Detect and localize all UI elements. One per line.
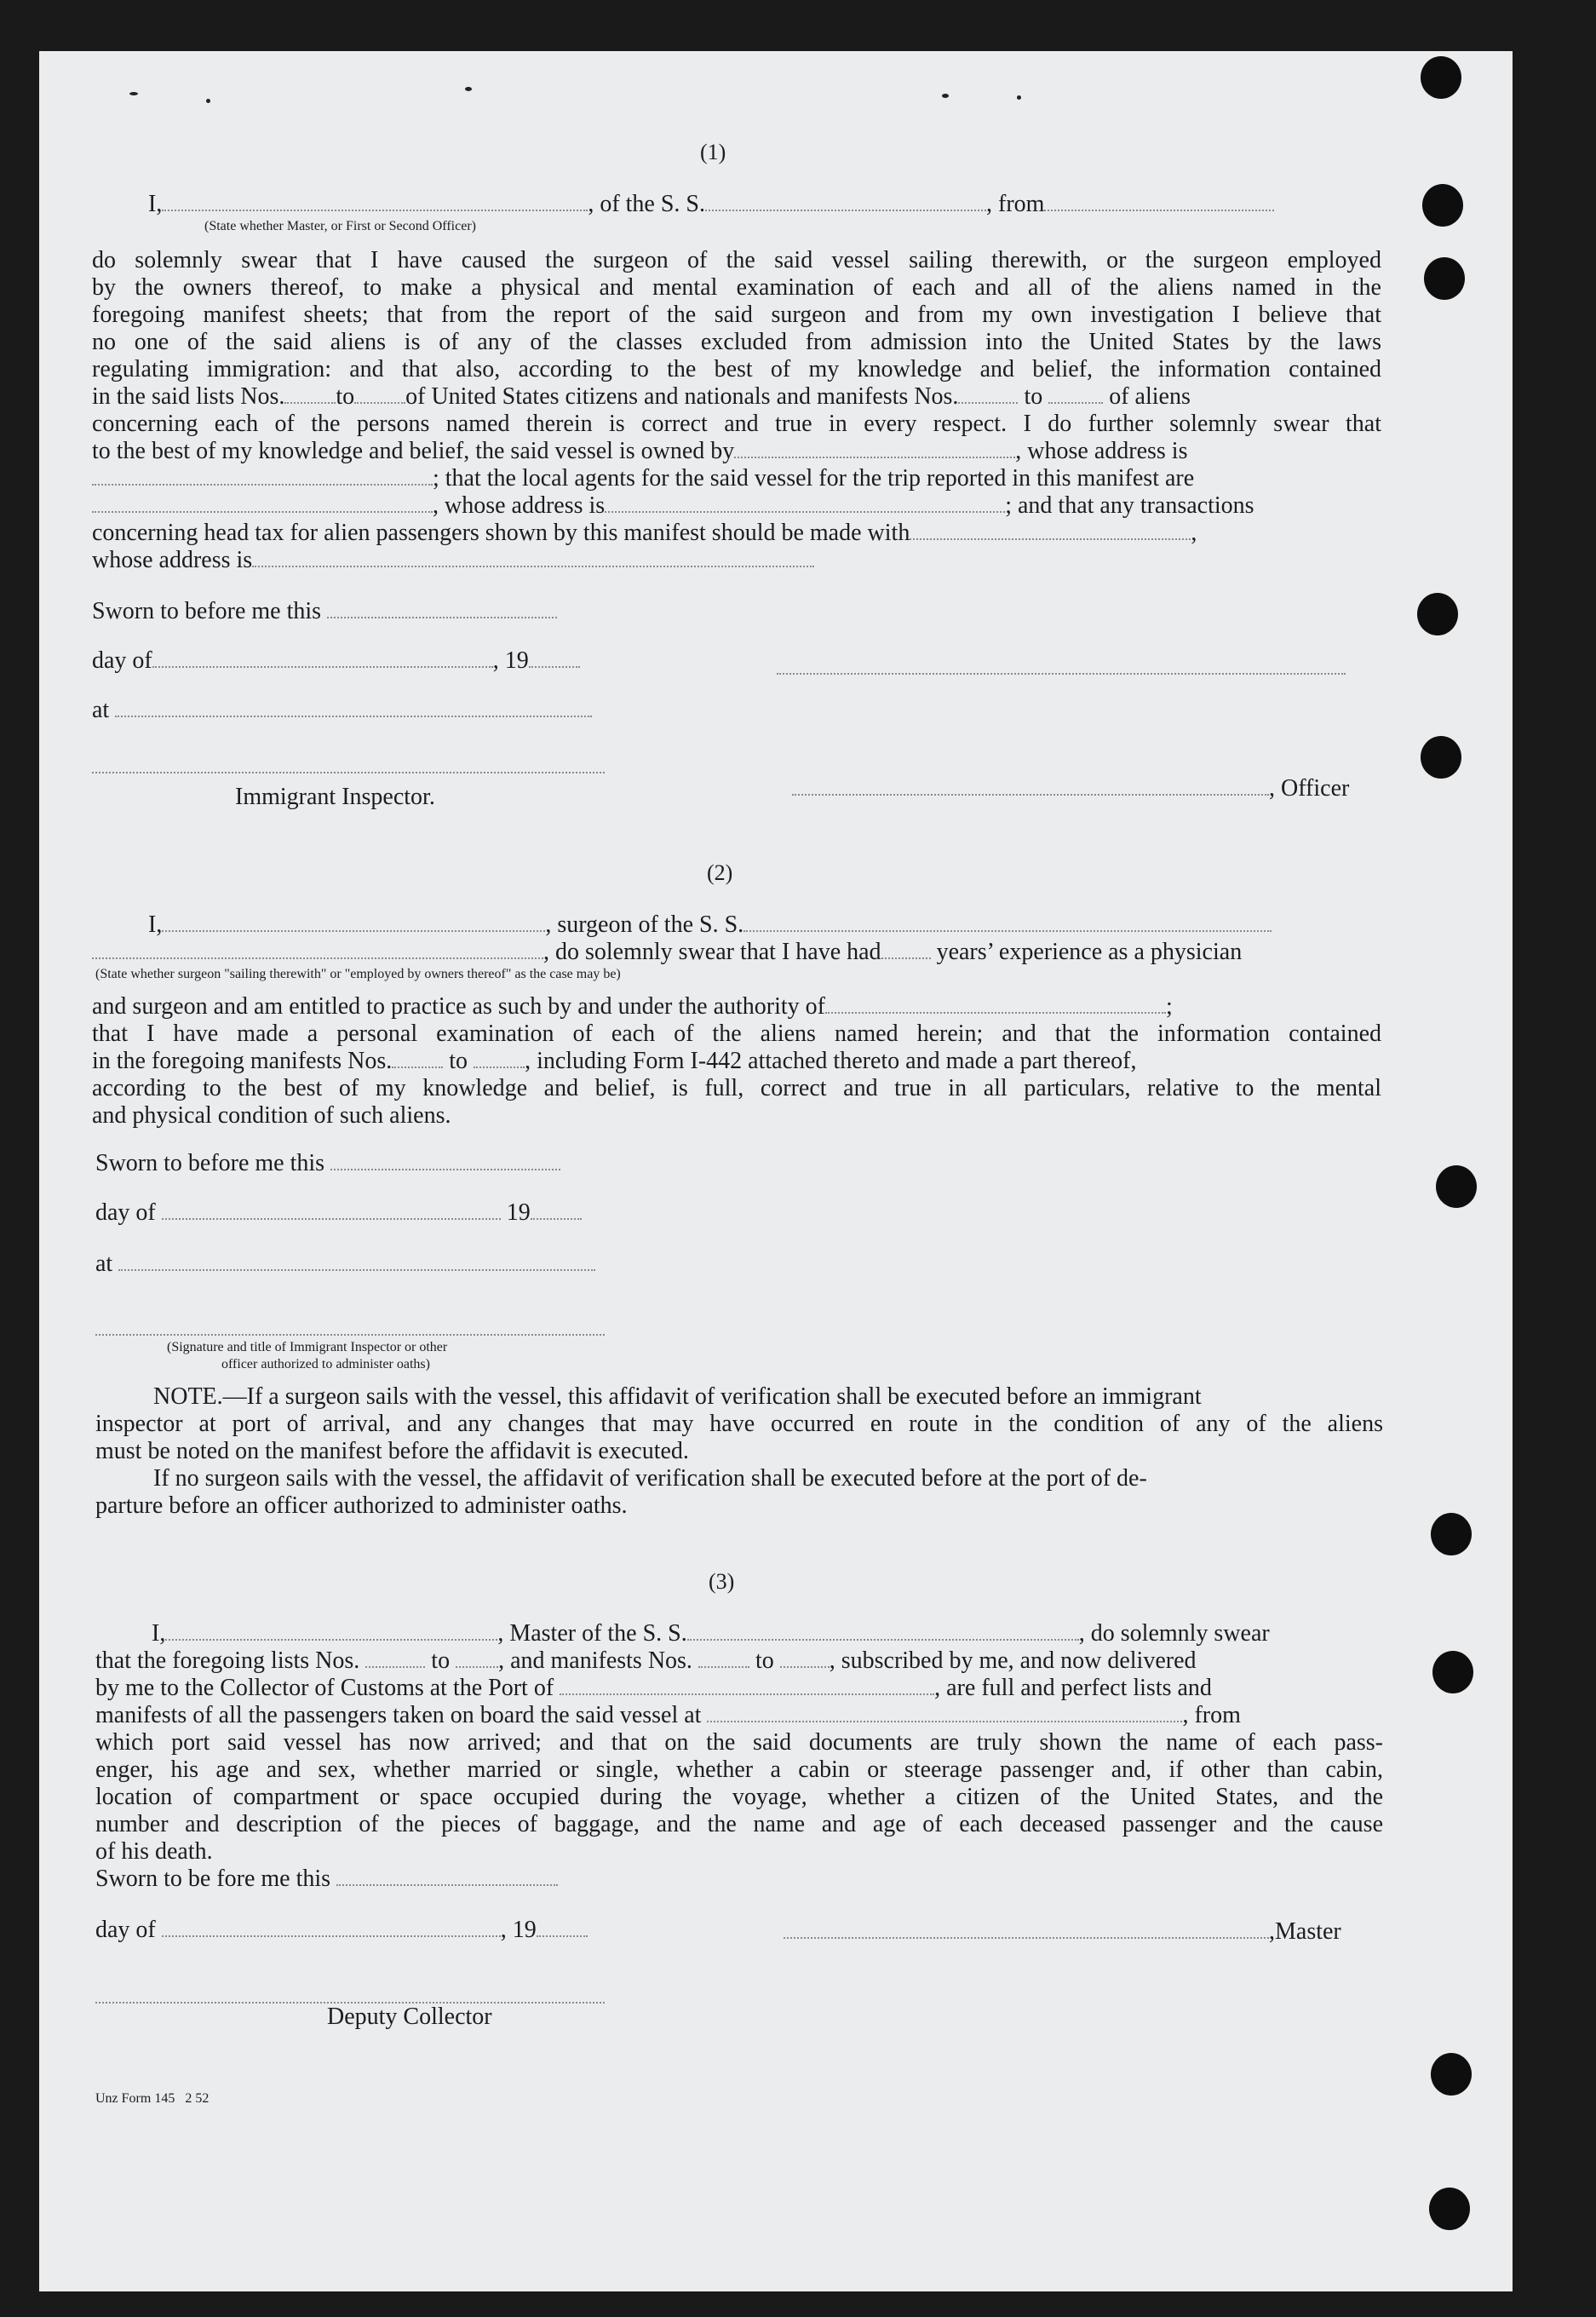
sec1-para-line: , whose address is ; and that any transactions bbox=[92, 492, 1254, 520]
sec3-master: ,Master bbox=[784, 1918, 1341, 1946]
sec2-signature-line[interactable] bbox=[95, 1332, 605, 1336]
sec3-para-line: number and description of the pieces of baggage, and the name and age of each deceased passenger and the cause bbox=[95, 1811, 1383, 1837]
sec3-deputy-label: Deputy Collector bbox=[327, 2004, 492, 2030]
sec2-line2: , do solemnly swear that I have had years’ experience as a physician bbox=[92, 939, 1242, 966]
sec1-para-line: regulating immigration: and that also, according to the best of my knowledge and belief, the information contained bbox=[92, 356, 1381, 382]
sec1-officer-note: (State whether Master, or First or Second Officer) bbox=[204, 219, 476, 233]
sec2-sworn: Sworn to before me this bbox=[95, 1150, 560, 1177]
sec1-sworn: Sworn to before me this bbox=[92, 598, 557, 625]
sec1-para-line: whose address is bbox=[92, 547, 814, 574]
section-3-number: (3) bbox=[709, 1569, 735, 1594]
punch-hole bbox=[1422, 184, 1463, 227]
sec2-sig-note-2: officer authorized to administer oaths) bbox=[221, 1357, 430, 1371]
sec1-officer: , Officer bbox=[792, 775, 1349, 802]
sec1-line1: I, , of the S. S. , from bbox=[148, 191, 1274, 218]
sec3-para-line: enger, his age and sex, whether married or single, whether a cabin or steerage passenger and, if other than cabin, bbox=[95, 1756, 1383, 1783]
officer-signature-line-1[interactable] bbox=[777, 671, 1346, 675]
note-paragraph: inspector at port of arrival, and any changes that may have occurred en route in the condition of any of the aliens bbox=[95, 1411, 1383, 1437]
sec3-para-line: by me to the Collector of Customs at the Port of , are full and perfect lists and bbox=[95, 1675, 1212, 1701]
punch-hole bbox=[1421, 736, 1461, 779]
sec1-para-line: concerning each of the persons named therein is correct and true in every respect. I do further solemnly swear that bbox=[92, 411, 1381, 437]
sec1-para-line: by the owners thereof, to make a physical and mental examination of each and all of the aliens named in the bbox=[92, 274, 1381, 301]
sec1-para-line: no one of the said aliens is of any of the classes excluded from admission into the United States by the laws bbox=[92, 329, 1381, 355]
note-paragraph: parture before an officer authorized to administer oaths. bbox=[95, 1492, 628, 1519]
note-paragraph: NOTE.—If a surgeon sails with the vessel, this affidavit of verification shall be executed before an immigrant bbox=[153, 1383, 1202, 1410]
sec3-sworn: Sworn to be fore me this bbox=[95, 1866, 558, 1893]
sec2-para-line: and physical condition of such aliens. bbox=[92, 1102, 451, 1129]
sec1-para-line: concerning head tax for alien passengers shown by this manifest should be made with , bbox=[92, 520, 1197, 546]
punch-hole bbox=[1436, 1165, 1477, 1208]
sec1-para-line: do solemnly swear that I have caused the surgeon of the said vessel sailing therewith, or the surgeon employed bbox=[92, 247, 1381, 273]
sec3-para-line: which port said vessel has now arrived; and that on the said documents are truly shown the name of each pass- bbox=[95, 1729, 1383, 1756]
sec1-at: at bbox=[92, 697, 592, 724]
sec1-para-line: to the best of my knowledge and belief, the said vessel is owned by , whose address is bbox=[92, 438, 1188, 464]
sec3-para-line: manifests of all the passengers taken on board the said vessel at , from bbox=[95, 1702, 1241, 1728]
punch-hole bbox=[1431, 1513, 1472, 1555]
sec3-dayof: day of , 19 bbox=[95, 1917, 588, 1944]
sec3-para-line: of his death. bbox=[95, 1838, 213, 1865]
sec1-para-line: foregoing manifest sheets; that from the report of the said surgeon and from my own investigation I believe that bbox=[92, 302, 1381, 328]
sec2-line1: I, , surgeon of the S. S. bbox=[148, 911, 1272, 939]
punch-hole bbox=[1417, 593, 1458, 635]
sec1-para-line: ; that the local agents for the said vessel for the trip reported in this manifest are bbox=[92, 465, 1194, 492]
sec2-surgeon-note: (State whether surgeon "sailing therewith" or "employed by owners thereof" as the case may be) bbox=[95, 967, 621, 981]
sec2-at: at bbox=[95, 1250, 595, 1278]
sec1-inspector-label: Immigrant Inspector. bbox=[235, 784, 435, 810]
sec2-dayof: day of 19 bbox=[95, 1199, 582, 1227]
inspector-signature-line[interactable] bbox=[92, 770, 605, 773]
punch-hole bbox=[1421, 56, 1461, 99]
sec1-dayof: day of , 19 bbox=[92, 647, 580, 675]
form-identifier: Unz Form 145 2 52 bbox=[95, 2091, 210, 2106]
note-paragraph: If no surgeon sails with the vessel, the affidavit of verification shall be executed before at the port of de- bbox=[153, 1465, 1147, 1492]
sec3-para-line: location of compartment or space occupied during the voyage, whether a citizen of the United States, and the bbox=[95, 1784, 1383, 1810]
sec3-para-line: that the foregoing lists Nos. to , and manifests Nos. to , subscribed by me, and now delivered bbox=[95, 1647, 1197, 1674]
sec2-sig-note-1: (Signature and title of Immigrant Inspector or other bbox=[167, 1340, 448, 1354]
punch-hole bbox=[1431, 2053, 1472, 2096]
sec2-para-line: that I have made a personal examination of each of the aliens named herein; and that the information contained bbox=[92, 1021, 1381, 1047]
punch-hole bbox=[1429, 2188, 1470, 2230]
sec2-para-line: in the foregoing manifests Nos. to , including Form I-442 attached thereto and made a part thereof, bbox=[92, 1048, 1137, 1074]
note-paragraph: must be noted on the manifest before the affidavit is executed. bbox=[95, 1438, 689, 1464]
section-2-number: (2) bbox=[707, 860, 733, 885]
sec2-para-line: and surgeon and am entitled to practice as such by and under the authority of ; bbox=[92, 993, 1173, 1020]
sec3-line1: I, , Master of the S. S. , do solemnly swear bbox=[152, 1620, 1270, 1647]
section-1-number: (1) bbox=[700, 140, 726, 164]
punch-hole bbox=[1432, 1651, 1473, 1693]
punch-hole bbox=[1424, 257, 1465, 300]
sec1-para-line: in the said lists Nos. to of United States citizens and nationals and manifests Nos. to of aliens bbox=[92, 383, 1191, 410]
sec2-para-line: according to the best of my knowledge and belief, is full, correct and true in all particulars, relative to the mental bbox=[92, 1075, 1381, 1101]
form-sheet bbox=[39, 51, 1513, 2291]
